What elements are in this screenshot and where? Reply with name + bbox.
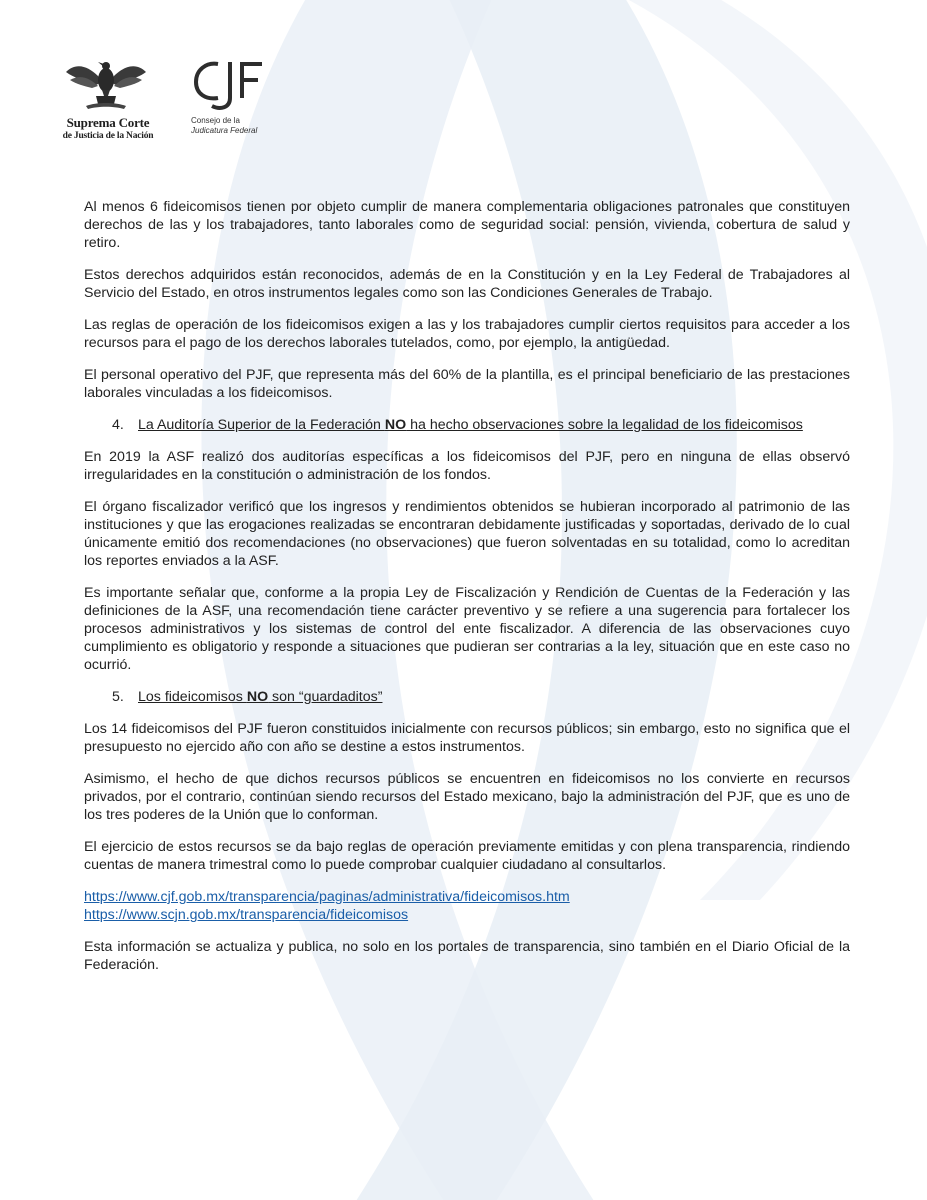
- paragraph: Los 14 fideicomisos del PJF fueron constituidos inicialmente con recursos públicos; sin embargo, esto no significa que el presupuesto no ejercido año con año se destine a estos instrumentos.: [84, 721, 850, 755]
- scjn-logo: [58, 56, 158, 142]
- section-title: [138, 689, 382, 705]
- section-title-emphasis: NO: [246, 689, 269, 705]
- section-title-text: La Auditoría Superior de la Federación: [138, 417, 385, 433]
- section-title-emphasis: NO: [384, 417, 407, 433]
- letterhead: [0, 0, 927, 180]
- section-title-text: Los fideicomisos: [138, 689, 247, 705]
- scjn-subtitle: de Justicia de la Nación: [62, 131, 154, 141]
- cjf-logo: [190, 58, 300, 142]
- paragraph: Al menos 6 fideicomisos tienen por objeto cumplir de manera complementaria obligaciones patronales que constituyen derechos de las y los trabajadores, tanto laborales como de seguridad social: pensión, vivienda, cobertura de salud y retiro.: [84, 199, 850, 251]
- paragraph: El personal operativo del PJF, que representa más del 60% de la plantilla, es el principal beneficiario de las prestaciones laborales vinculadas a los fideicomisos.: [84, 367, 850, 401]
- paragraph: Estos derechos adquiridos están reconocidos, además de en la Constitución y en la Ley Federal de Trabajadores al Servicio del Estado, en otros instrumentos legales como son las Condiciones Generales de Trabajo.: [84, 267, 850, 301]
- cjf-fideicomisos-link[interactable]: https://www.cjf.gob.mx/transparencia/paginas/administrativa/fideicomisos.htm: [84, 889, 570, 905]
- scjn-name: Suprema Corte: [66, 115, 150, 130]
- section-heading-4: [84, 416, 850, 434]
- paragraph: El ejercicio de estos recursos se da bajo reglas de operación previamente emitidas y con plena transparencia, rindiendo cuentas de manera trimestral como lo puede comprobar cualquier ciudadano al consultarlos.: [84, 839, 850, 873]
- section-heading-5: [84, 688, 850, 706]
- paragraph: Esta información se actualiza y publica, no solo en los portales de transparencia, sino también en el Diario Oficial de la Federación.: [84, 939, 850, 973]
- paragraph: Las reglas de operación de los fideicomisos exigen a las y los trabajadores cumplir ciertos requisitos para acceder a los recursos para el pago de los derechos laborales tutelados, como, por ejemplo, la antigüedad.: [84, 317, 850, 351]
- scjn-fideicomisos-link[interactable]: https://www.scjn.gob.mx/transparencia/fideicomisos: [84, 907, 409, 923]
- section-title-text: ha hecho observaciones sobre la legalidad de los fideicomisos: [406, 417, 803, 433]
- eagle-emblem-icon: [64, 56, 148, 112]
- paragraph: Asimismo, el hecho de que dichos recursos públicos se encuentren en fideicomisos no los convierte en recursos privados, por el contrario, continúan siendo recursos del Estado mexicano, bajo la administración del PJF, que es uno de los tres poderes de la Unión que lo conforman.: [84, 771, 850, 823]
- section-number: 4.: [112, 417, 124, 433]
- cjf-monogram-icon: [190, 58, 270, 112]
- cjf-subtitle-1: Consejo de la: [191, 116, 240, 125]
- section-title: [138, 417, 803, 433]
- paragraph: El órgano fiscalizador verificó que los ingresos y rendimientos obtenidos se hubieran incorporado al patrimonio de las instituciones y que las erogaciones realizadas se encontraran debidamente justificadas y soportadas, derivado de lo cual únicamente emitió dos recomendaciones (no observaciones) que fueron solventadas en su totalidad, como lo acreditan los reportes enviados a la ASF.: [84, 499, 850, 569]
- section-number: 5.: [112, 689, 124, 705]
- document-body: [84, 198, 850, 988]
- link-list: [84, 888, 850, 924]
- section-title-text: son “guardaditos”: [268, 689, 383, 705]
- cjf-subtitle-2: Judicatura Federal: [191, 126, 258, 135]
- paragraph: En 2019 la ASF realizó dos auditorías específicas a los fideicomisos del PJF, pero en ninguna de ellas observó irregularidades en la constitución o administración de los fondos.: [84, 449, 850, 483]
- paragraph: Es importante señalar que, conforme a la propia Ley de Fiscalización y Rendición de Cuentas de la Federación y las definiciones de la ASF, una recomendación tiene carácter preventivo y se refiere a una sugerencia para fortalecer los procesos administrativos y los sistemas de control del ente fiscalizador. A diferencia de las observaciones cuyo cumplimiento es obligatorio y responde a situaciones que pudieran ser contrarias a la ley, situación que en este caso no ocurrió.: [84, 585, 850, 673]
